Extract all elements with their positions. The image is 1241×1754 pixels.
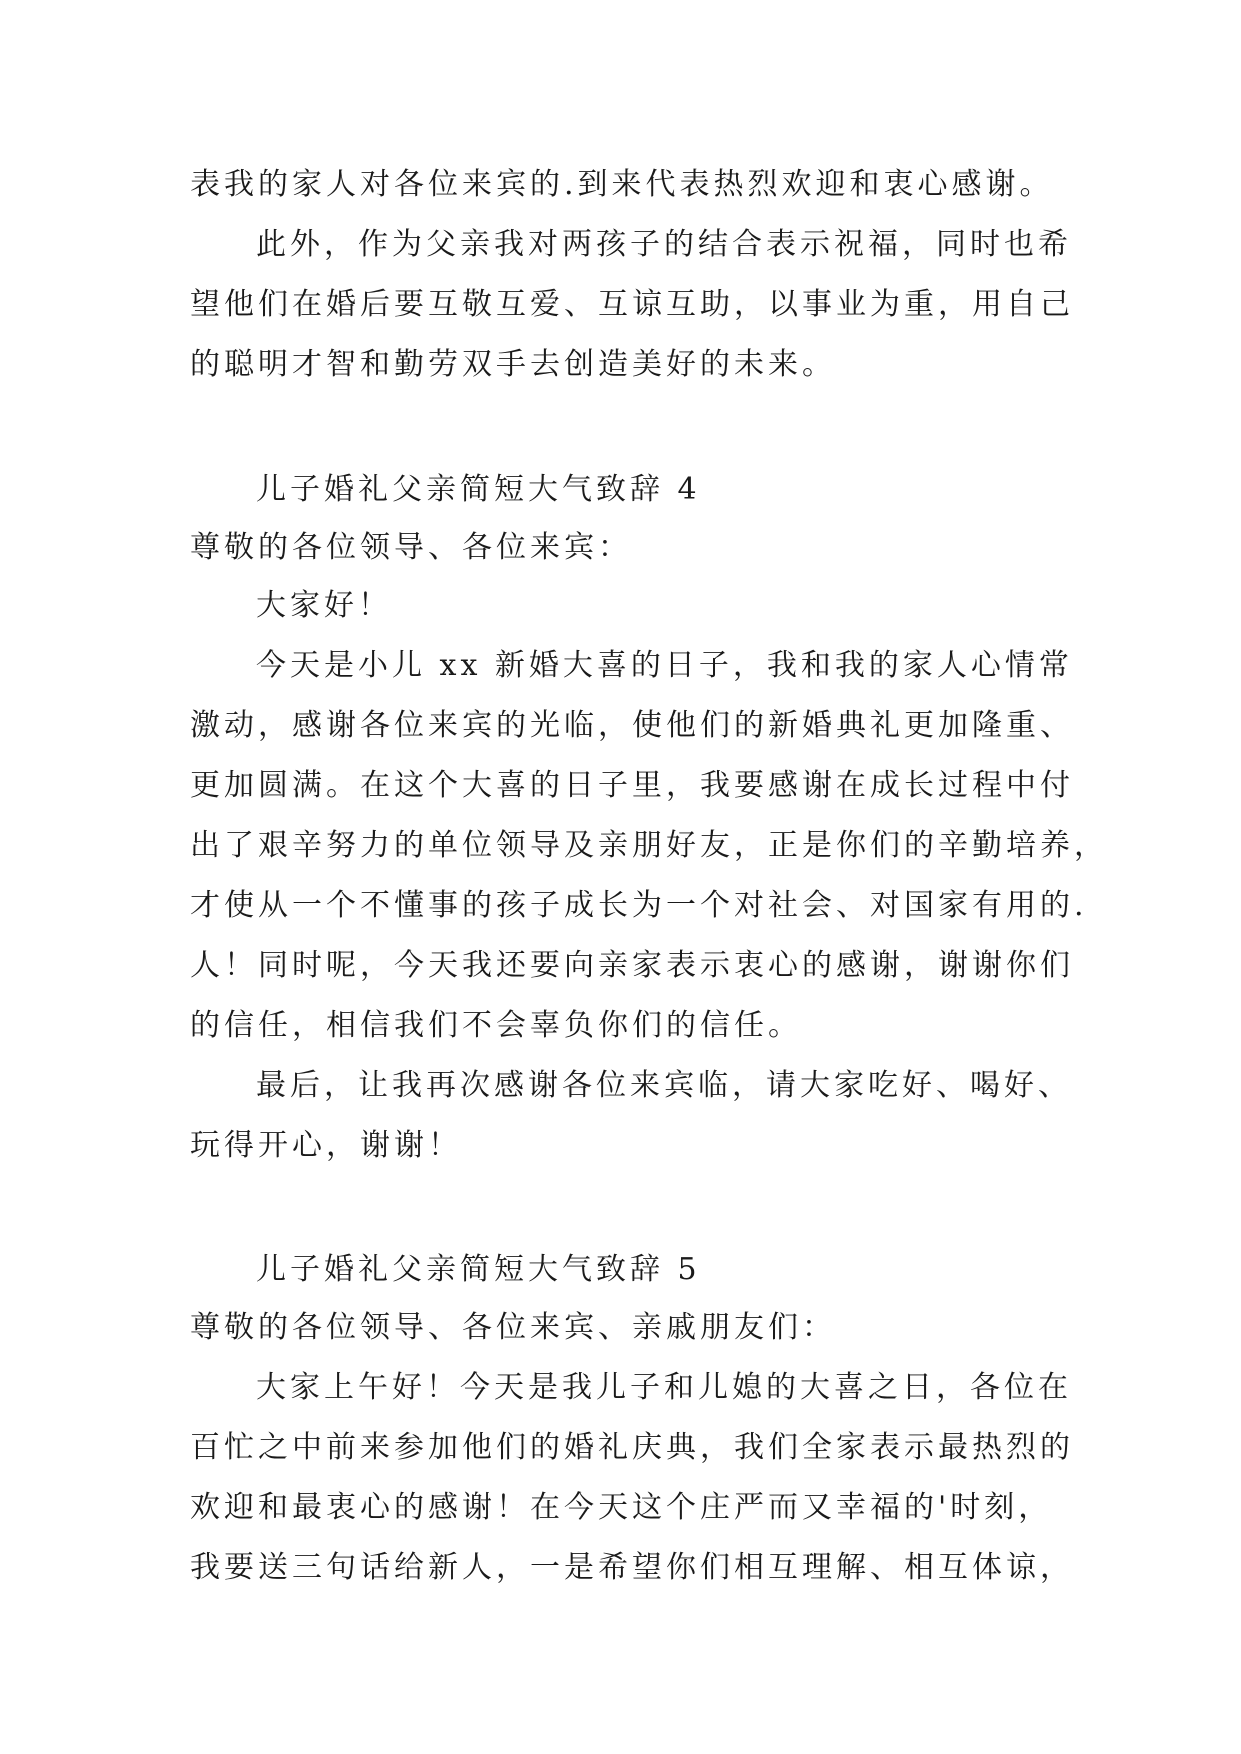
- paragraph-line: 玩得开心，谢谢！: [190, 1128, 462, 1163]
- paragraph-line: 我要送三句话给新人，一是希望你们相互理解、相互体谅，: [190, 1550, 1074, 1585]
- section-heading: 儿子婚礼父亲简短大气致辞 5: [256, 1252, 701, 1287]
- paragraph-line: 今天是小儿 xx 新婚大喜的日子，我和我的家人心情常: [256, 648, 1073, 683]
- paragraph-line: 更加圆满。在这个大喜的日子里，我要感谢在成长过程中付: [190, 768, 1074, 803]
- section-heading: 儿子婚礼父亲简短大气致辞 4: [256, 472, 701, 507]
- paragraph-line: 人！同时呢，今天我还要向亲家表示衷心的感谢，谢谢你们: [190, 948, 1074, 983]
- salutation: 尊敬的各位领导、各位来宾、亲戚朋友们：: [190, 1310, 836, 1345]
- paragraph-line: 的信任，相信我们不会辜负你们的信任。: [190, 1008, 802, 1043]
- paragraph-line: 才使从一个不懂事的孩子成长为一个对社会、对国家有用的.: [190, 888, 1088, 923]
- paragraph-line: 百忙之中前来参加他们的婚礼庆典，我们全家表示最热烈的: [190, 1430, 1074, 1465]
- paragraph-line: 望他们在婚后要互敬互爱、互谅互助，以事业为重，用自己: [190, 287, 1074, 322]
- salutation: 尊敬的各位领导、各位来宾：: [190, 530, 632, 565]
- paragraph-line: 最后，让我再次感谢各位来宾临，请大家吃好、喝好、: [256, 1068, 1072, 1103]
- greeting: 大家好！: [256, 588, 392, 623]
- paragraph-line: 的聪明才智和勤劳双手去创造美好的未来。: [190, 347, 836, 382]
- paragraph-line: 大家上午好！今天是我儿子和儿媳的大喜之日，各位在: [256, 1370, 1072, 1405]
- paragraph-line: 欢迎和最衷心的感谢！在今天这个庄严而又幸福的'时刻，: [190, 1490, 1053, 1525]
- paragraph-line: 表我的家人对各位来宾的.到来代表热烈欢迎和衷心感谢。: [190, 167, 1054, 202]
- paragraph-line: 此外，作为父亲我对两孩子的结合表示祝福，同时也希: [256, 227, 1072, 262]
- paragraph-line: 激动，感谢各位来宾的光临，使他们的新婚典礼更加隆重、: [190, 708, 1074, 743]
- paragraph-line: 出了艰辛努力的单位领导及亲朋好友，正是你们的辛勤培养，: [190, 828, 1108, 863]
